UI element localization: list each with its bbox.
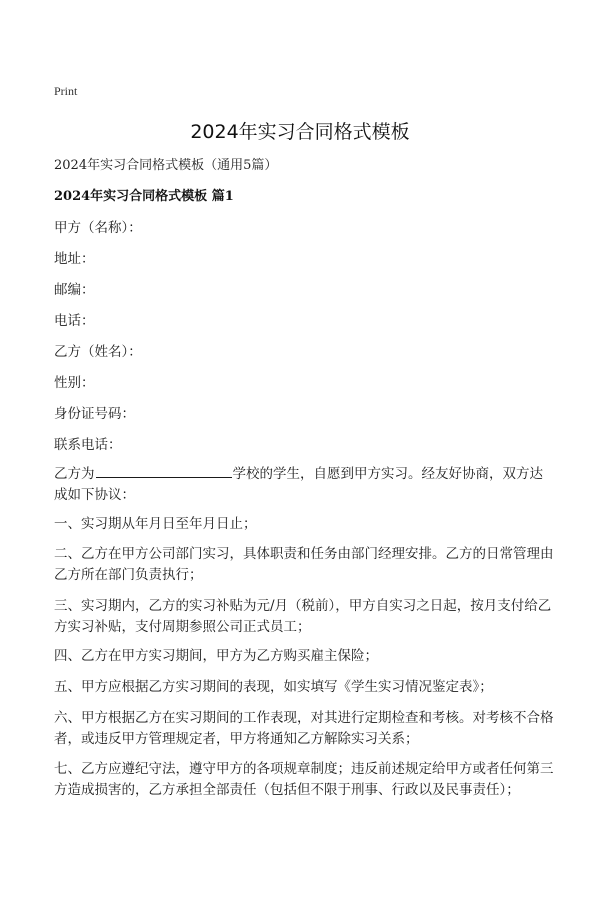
school-blank-line [96,464,232,478]
clause-7: 七、乙方应遵纪守法，遵守甲方的各项规章制度；违反前述规定给甲方或者任何第三方造成损害的，乙方承担全部责任（包括但不限于刑事、行政以及民事责任）； [54,761,554,798]
field-postcode: 邮编： [54,282,95,298]
print-label: Print [54,84,78,98]
clause-6: 六、甲方根据乙方在实习期间的工作表现，对其进行定期检查和考核。对考核不合格者，或违反甲方管理规定者，甲方将通知乙方解除实习关系； [54,710,554,747]
field-phone: 电话： [54,313,95,329]
document-subtitle: 2024年实习合同格式模板（通用5篇） [54,158,278,173]
intro-prefix: 乙方为 [54,466,95,482]
field-gender: 性别： [54,375,95,391]
intro-paragraph [54,464,554,506]
field-id-number: 身份证号码： [54,406,135,422]
intro-suffix: 学校的学生，自愿到甲方实习。经友好协商，双方达成如下协议： [54,466,543,503]
clause-3: 三、实习期内，乙方的实习补贴为元/月（税前），甲方自实习之日起，按月支付给乙方实习补贴，支付周期参照公司正式员工； [54,598,552,635]
clause-2: 二、乙方在甲方公司部门实习，具体职责和任务由部门经理安排。乙方的日常管理由乙方所在部门负责执行； [54,546,554,583]
clause-1: 一、实习期从年月日至年月日止； [54,516,257,532]
clause-4: 四、乙方在甲方实习期间，甲方为乙方购买雇主保险； [54,648,378,664]
section-heading: 2024年实习合同格式模板 篇1 [54,189,234,204]
field-contact-phone: 联系电话： [54,437,122,453]
field-party-a-name: 甲方（名称）： [54,220,142,236]
clause-5: 五、甲方应根据乙方实习期间的表现，如实填写《学生实习情况鉴定表》； [54,679,493,695]
document-title: 2024年实习合同格式模板 [190,121,410,143]
field-address: 地址： [54,251,95,267]
field-party-b-name: 乙方（姓名）： [54,344,142,360]
